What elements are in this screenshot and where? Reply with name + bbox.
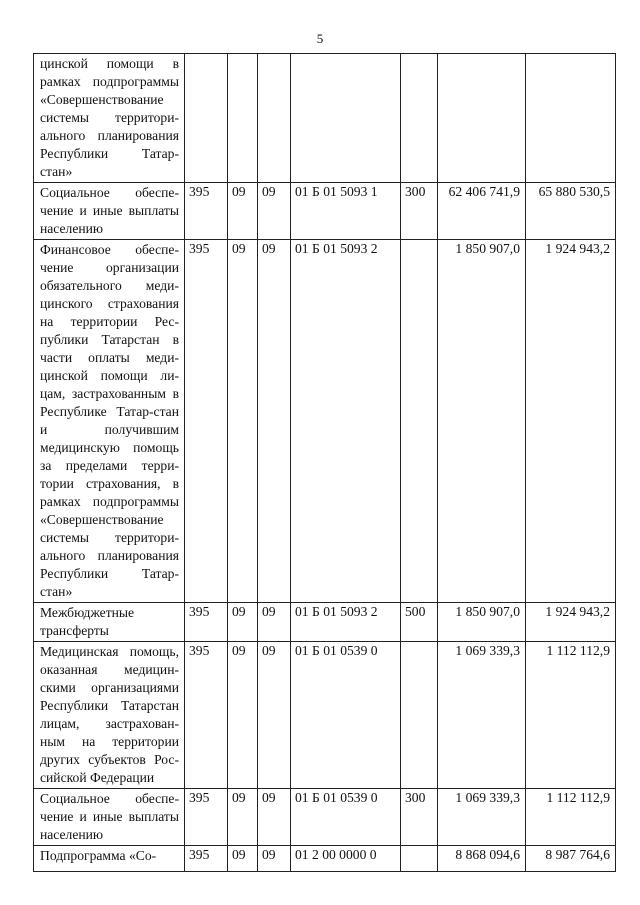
- amount-2017-cell: 1 112 112,9: [526, 789, 616, 846]
- row-name-cell: Финансовое обеспе-чение организации обязательного меди-цинского страхования на территории Рес-публики Татарстан в части оплаты меди-цинской помощи ли-цам, застрахованным в Республике Татар-стан и получившим медицинскую помощь за пределами терри-тории страхования, в рамках подпрограммы «Совершенствование системы территори-ального планирования Республики Татар-стан»: [34, 240, 185, 603]
- table-row: [34, 642, 616, 789]
- target-article-cell: [291, 54, 401, 183]
- amount-2016-cell: 1 069 339,3: [438, 642, 526, 789]
- target-article-cell: 01 Б 01 5093 1: [291, 183, 401, 240]
- row-name-cell: Медицинская помощь, оказанная медицин-скими организациями Республики Татарстан лицам, застрахован-ным на территории других субъектов Рос-сийской Федерации: [34, 642, 185, 789]
- table-row: [34, 54, 616, 183]
- expense-type-cell: 500: [401, 603, 438, 642]
- ministry-code-cell: 395: [185, 789, 228, 846]
- amount-2016-cell: 8 868 094,6: [438, 846, 526, 872]
- row-name-cell: цинской помощи в рамках подпрограммы «Совершенствование системы территори-ального планирования Республики Татар-стан»: [34, 54, 185, 183]
- ministry-code-cell: 395: [185, 846, 228, 872]
- expense-type-cell: 300: [401, 789, 438, 846]
- row-name-cell: Межбюджетные трансферты: [34, 603, 185, 642]
- subsection-code-cell: 09: [258, 240, 291, 603]
- table-row: [34, 789, 616, 846]
- section-code-cell: 09: [228, 846, 258, 872]
- budget-table-body: [34, 54, 616, 872]
- amount-2017-cell: 1 924 943,2: [526, 240, 616, 603]
- amount-2017-cell: 8 987 764,6: [526, 846, 616, 872]
- table-row: [34, 603, 616, 642]
- amount-2017-cell: [526, 54, 616, 183]
- subsection-code-cell: 09: [258, 789, 291, 846]
- section-code-cell: 09: [228, 789, 258, 846]
- expense-type-cell: [401, 54, 438, 183]
- section-code-cell: [228, 54, 258, 183]
- ministry-code-cell: 395: [185, 603, 228, 642]
- row-name-cell: Социальное обеспе-чение и иные выплаты населению: [34, 183, 185, 240]
- subsection-code-cell: 09: [258, 183, 291, 240]
- subsection-code-cell: [258, 54, 291, 183]
- subsection-code-cell: 09: [258, 846, 291, 872]
- ministry-code-cell: 395: [185, 240, 228, 603]
- section-code-cell: 09: [228, 642, 258, 789]
- amount-2016-cell: 1 850 907,0: [438, 240, 526, 603]
- table-row: [34, 846, 616, 872]
- target-article-cell: 01 2 00 0000 0: [291, 846, 401, 872]
- section-code-cell: 09: [228, 183, 258, 240]
- expense-type-cell: 300: [401, 183, 438, 240]
- table-row: [34, 183, 616, 240]
- target-article-cell: 01 Б 01 5093 2: [291, 240, 401, 603]
- amount-2016-cell: 1 850 907,0: [438, 603, 526, 642]
- ministry-code-cell: 395: [185, 183, 228, 240]
- row-name-cell: Социальное обеспе-чение и иные выплаты населению: [34, 789, 185, 846]
- amount-2017-cell: 1 112 112,9: [526, 642, 616, 789]
- section-code-cell: 09: [228, 603, 258, 642]
- subsection-code-cell: 09: [258, 603, 291, 642]
- expense-type-cell: [401, 642, 438, 789]
- budget-table: [33, 53, 616, 872]
- ministry-code-cell: 395: [185, 642, 228, 789]
- subsection-code-cell: 09: [258, 642, 291, 789]
- table-row: [34, 240, 616, 603]
- target-article-cell: 01 Б 01 0539 0: [291, 642, 401, 789]
- target-article-cell: 01 Б 01 0539 0: [291, 789, 401, 846]
- row-name-cell: Подпрограмма «Со-: [34, 846, 185, 872]
- amount-2016-cell: [438, 54, 526, 183]
- expense-type-cell: [401, 846, 438, 872]
- amount-2017-cell: 65 880 530,5: [526, 183, 616, 240]
- expense-type-cell: [401, 240, 438, 603]
- amount-2016-cell: 1 069 339,3: [438, 789, 526, 846]
- target-article-cell: 01 Б 01 5093 2: [291, 603, 401, 642]
- ministry-code-cell: [185, 54, 228, 183]
- amount-2017-cell: 1 924 943,2: [526, 603, 616, 642]
- amount-2016-cell: 62 406 741,9: [438, 183, 526, 240]
- section-code-cell: 09: [228, 240, 258, 603]
- page-number: 5: [316, 31, 324, 46]
